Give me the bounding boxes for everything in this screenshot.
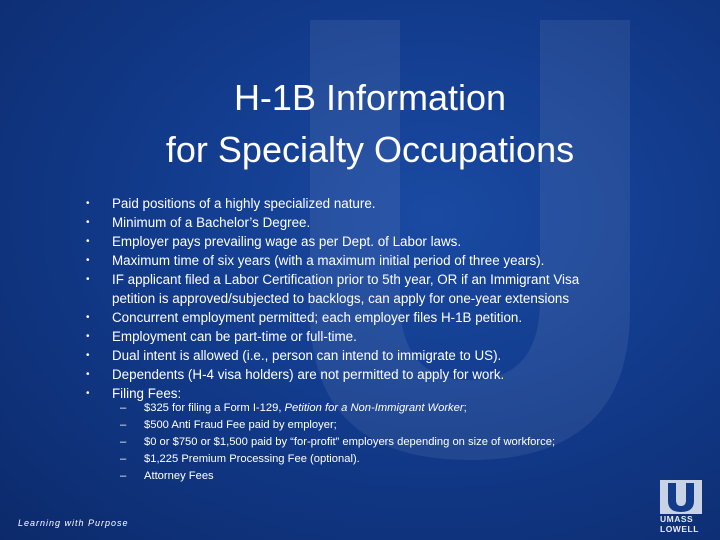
bullet-text: Filing Fees: xyxy=(112,386,182,401)
bullet-icon: • xyxy=(86,198,90,209)
bullet-item xyxy=(86,308,626,327)
title-line-1: H-1B Information xyxy=(233,77,507,118)
bullet-item xyxy=(86,194,626,213)
bullet-text: Paid positions of a highly specialized nature. xyxy=(112,196,376,211)
bullet-item xyxy=(86,232,626,251)
bullet-icon: • xyxy=(86,331,90,342)
fee-text-italic: Petition for a Non-Immigrant Worker xyxy=(284,402,464,414)
fee-item xyxy=(120,417,640,434)
logo-mark xyxy=(660,480,702,514)
fee-text: $1,225 Premium Processing Fee (optional). xyxy=(144,453,360,465)
bullet-text: Dependents (H-4 visa holders) are not permitted to apply for work. xyxy=(112,367,505,382)
fee-text: $325 for filing a Form I-129, xyxy=(144,402,285,414)
bullet-item xyxy=(86,365,626,384)
dash-icon: – xyxy=(120,453,127,465)
bullet-text: Concurrent employment permitted; each employer files H-1B petition. xyxy=(112,310,523,325)
bullet-item xyxy=(86,346,626,365)
dash-icon: – xyxy=(120,419,127,431)
fee-text-suffix: ; xyxy=(463,402,467,414)
bullet-text-continued: petition is approved/subjected to backlogs, can apply for one-year extensions xyxy=(112,291,570,306)
bullet-icon: • xyxy=(86,274,90,285)
slide-title xyxy=(0,72,720,176)
fee-text: Attorney Fees xyxy=(144,470,214,482)
bullet-text: Dual intent is allowed (i.e., person can intend to immigrate to US). xyxy=(112,348,502,363)
dash-icon: – xyxy=(120,402,127,414)
footer-tagline: Learning with Purpose xyxy=(18,518,129,528)
dash-icon: – xyxy=(120,436,127,448)
bullet-item xyxy=(86,251,626,270)
bullet-icon: • xyxy=(86,236,90,247)
logo-text-umass: UMASS xyxy=(660,514,694,524)
bullet-text: Employment can be part-time or full-time. xyxy=(112,329,357,344)
fee-item xyxy=(120,400,640,417)
umass-u-icon xyxy=(660,480,702,514)
bullet-icon: • xyxy=(86,369,90,380)
bullet-icon: • xyxy=(86,255,90,266)
fee-item xyxy=(120,451,640,468)
bullet-icon: • xyxy=(86,350,90,361)
bullet-text: Maximum time of six years (with a maximum initial period of three years). xyxy=(112,253,545,268)
bullet-item xyxy=(86,327,626,346)
fee-item xyxy=(120,468,640,485)
fee-text: $500 Anti Fraud Fee paid by employer; xyxy=(144,419,337,431)
bullet-text: IF applicant filed a Labor Certification prior to 5th year, OR if an Immigrant Visa xyxy=(112,272,580,287)
dash-icon: – xyxy=(120,470,127,482)
bullet-item xyxy=(86,213,626,232)
filing-fees-list xyxy=(120,400,640,485)
bullet-list xyxy=(86,194,626,403)
bullet-item xyxy=(86,270,626,308)
bullet-icon: • xyxy=(86,217,90,228)
bullet-text: Employer pays prevailing wage as per Dept. of Labor laws. xyxy=(112,234,462,249)
bullet-icon: • xyxy=(86,312,90,323)
umass-lowell-logo xyxy=(660,480,708,532)
bullet-text: Minimum of a Bachelor’s Degree. xyxy=(112,215,311,230)
logo-text-lowell: LOWELL xyxy=(660,524,699,534)
title-line-2: for Specialty Occupations xyxy=(165,129,575,170)
fee-item xyxy=(120,434,640,451)
bullet-icon: • xyxy=(86,388,90,399)
fee-text: $0 or $750 or $1,500 paid by “for-profit” employers depending on size of workforce; xyxy=(144,436,556,448)
